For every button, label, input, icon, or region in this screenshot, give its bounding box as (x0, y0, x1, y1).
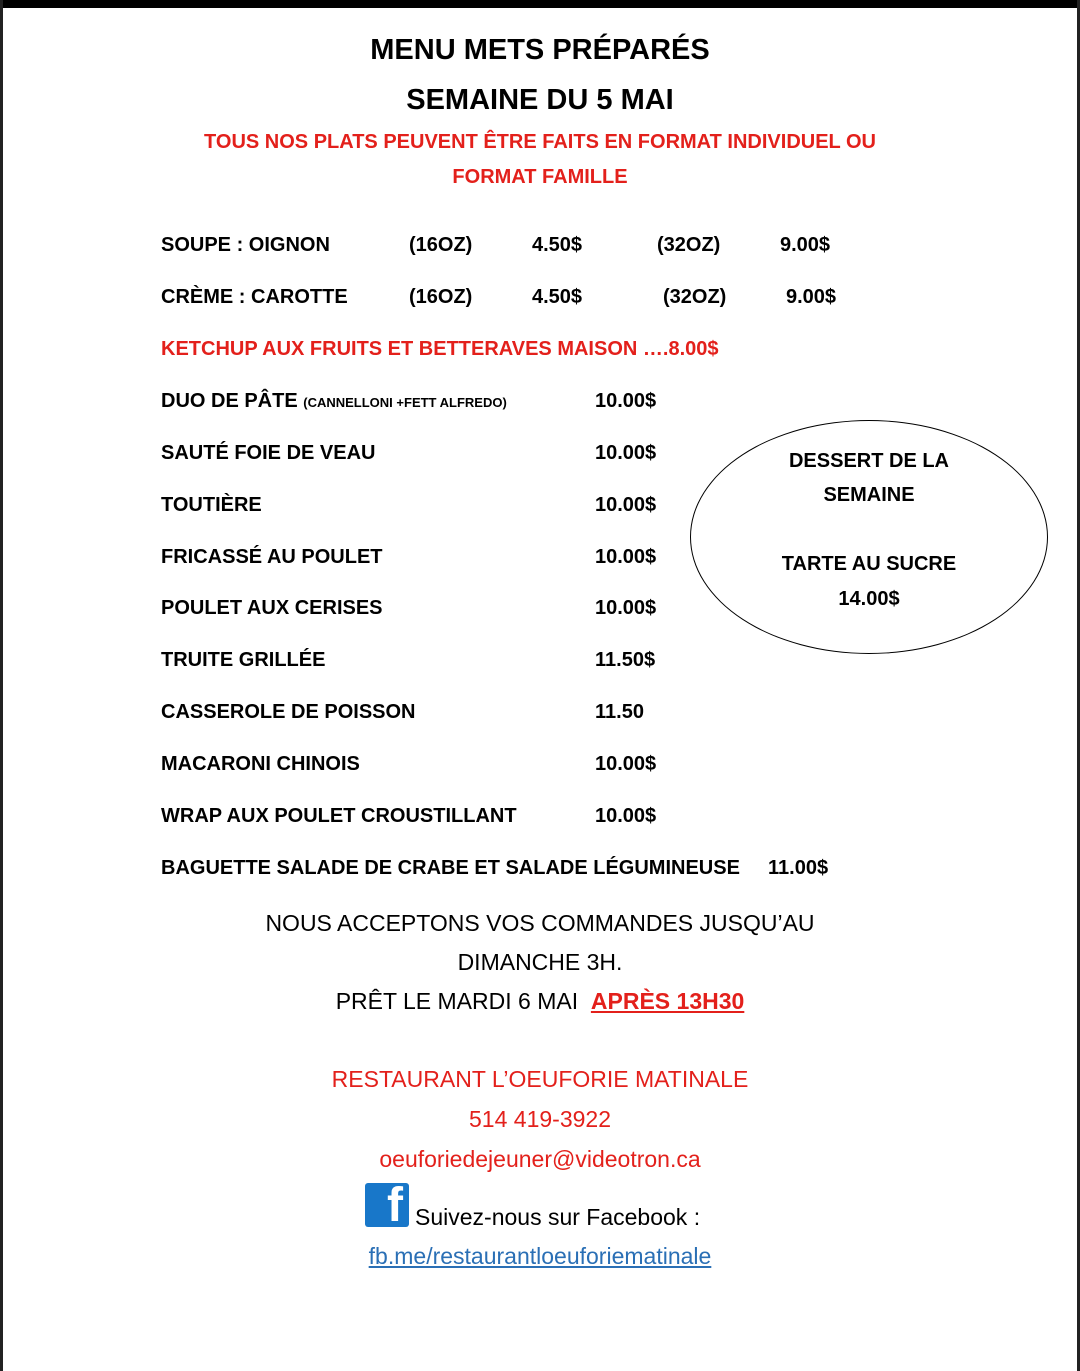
top-bar (0, 0, 1080, 8)
week-title: SEMAINE DU 5 MAI (406, 84, 674, 116)
ketchup-item: KETCHUP AUX FRUITS ET BETTERAVES MAISON ….8.00$ (161, 338, 719, 360)
ready-line (0, 988, 1080, 1015)
cream-price-small: 4.50$ (532, 286, 583, 308)
dish-price: 10.00$ (595, 805, 657, 827)
dish-name: SAUTÉ FOIE DE VEAU (161, 442, 376, 464)
soup-size-small: (16OZ) (409, 234, 473, 256)
dish-name: MACARONI CHINOIS (161, 753, 360, 775)
dessert-heading-line2: SEMAINE (823, 484, 915, 506)
cream-name: CRÈME : CAROTTE (161, 286, 348, 308)
cream-size-large: (32OZ) (663, 286, 727, 308)
format-notice-line2: FORMAT FAMILLE (452, 166, 628, 188)
dish-name: POULET AUX CERISES (161, 597, 383, 619)
dish-price: 10.00$ (595, 753, 657, 775)
dish-price: 11.50$ (595, 649, 656, 671)
dish-price: 10.00$ (595, 597, 657, 619)
dish-price: 10.00$ (595, 390, 657, 412)
ready-date: PRÊT LE MARDI 6 MAI (335, 988, 579, 1014)
ready-time: APRÈS 13H30 (590, 988, 745, 1014)
dish-name: CASSEROLE DE POISSON (161, 701, 416, 723)
cream-price-large: 9.00$ (786, 286, 837, 308)
dish-name: WRAP AUX POULET CROUSTILLANT (161, 805, 517, 827)
dish-title: DUO DE PÂTE (161, 390, 298, 412)
facebook-icon: f (365, 1183, 409, 1227)
dish-price: 10.00$ (595, 546, 657, 568)
orders-line2: DIMANCHE 3H. (457, 949, 623, 975)
follow-text: Suivez-nous sur Facebook : (415, 1204, 701, 1230)
dish-price: 10.00$ (595, 494, 657, 516)
format-notice-line1: TOUS NOS PLATS PEUVENT ÊTRE FAITS EN FORMAT INDIVIDUEL OU (204, 131, 876, 153)
restaurant-name: RESTAURANT L’OEUFORIE MATINALE (331, 1066, 749, 1092)
orders-line1: NOUS ACCEPTONS VOS COMMANDES JUSQU’AU (265, 910, 815, 936)
dessert-name: TARTE AU SUCRE (781, 553, 957, 575)
dish-name (161, 390, 507, 413)
soup-price-small: 4.50$ (532, 234, 583, 256)
soup-name: SOUPE : OIGNON (161, 234, 330, 256)
cream-size-small: (16OZ) (409, 286, 473, 308)
menu-title: MENU METS PRÉPARÉS (370, 34, 710, 66)
dish-price: 10.00$ (595, 442, 657, 464)
dish-price: 11.00$ (768, 857, 829, 879)
facebook-link[interactable]: fb.me/restaurantloeuforiematinale (368, 1243, 712, 1269)
dish-name: TRUITE GRILLÉE (161, 649, 326, 671)
dish-name: BAGUETTE SALADE DE CRABE ET SALADE LÉGUMINEUSE (161, 857, 740, 879)
soup-price-large: 9.00$ (780, 234, 831, 256)
dish-name: TOUTIÈRE (161, 494, 262, 516)
soup-size-large: (32OZ) (657, 234, 721, 256)
dessert-price: 14.00$ (838, 588, 900, 610)
dish-note: (CANNELLONI +FETT ALFREDO) (303, 395, 507, 410)
dish-price: 11.50 (595, 701, 644, 723)
dessert-heading-line1: DESSERT DE LA (788, 450, 950, 472)
phone-number: 514 419-3922 (469, 1106, 611, 1132)
email-address: oeuforiedejeuner@videotron.ca (379, 1146, 701, 1172)
facebook-link-row (0, 1243, 1080, 1270)
dish-name: FRICASSÉ AU POULET (161, 546, 383, 568)
